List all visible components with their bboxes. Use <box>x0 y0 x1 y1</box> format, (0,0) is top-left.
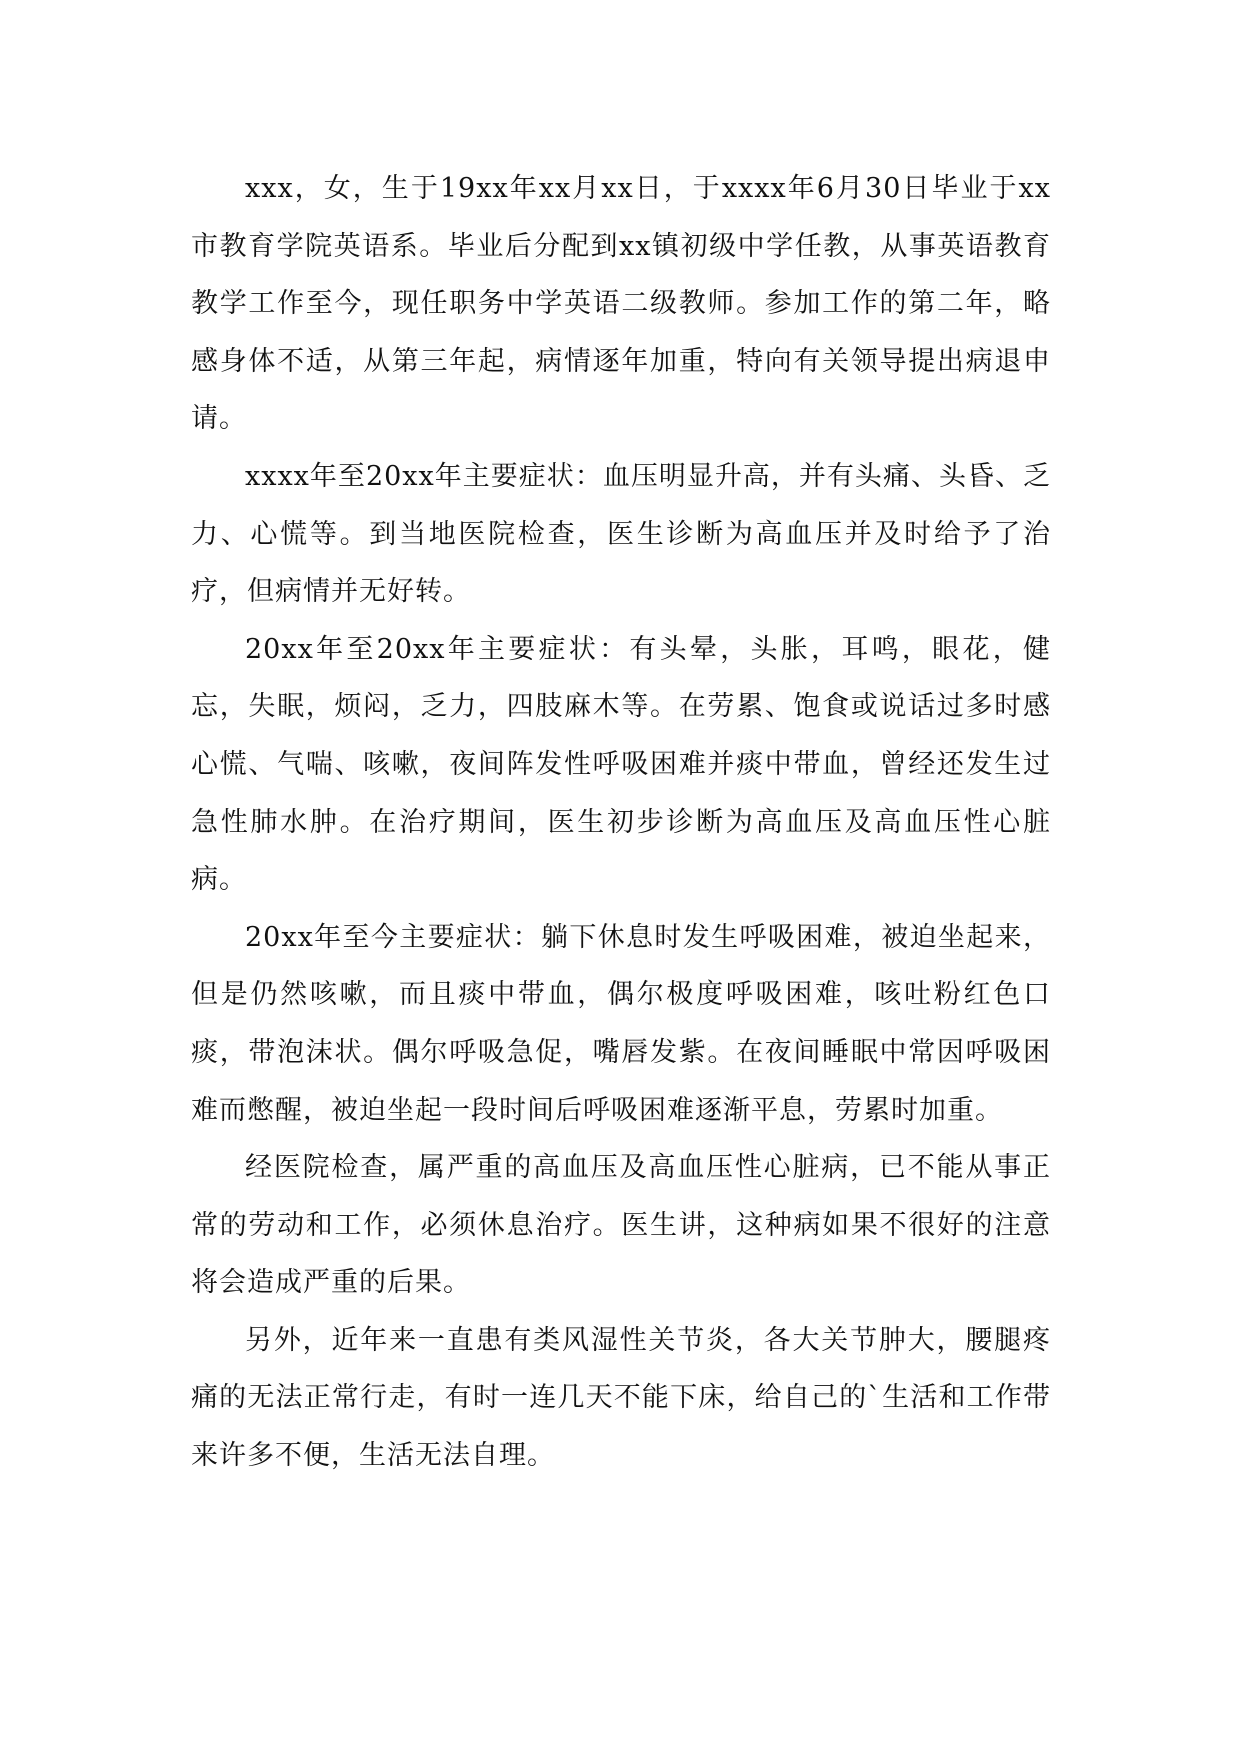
paragraph-arthritis: 另外，近年来一直患有类风湿性关节炎，各大关节肿大，腰腿疼痛的无法正常行走，有时一连几天不能下床，给自己的`生活和工作带来许多不便，生活无法自理。 <box>191 1324 1051 1472</box>
paragraph-middle-symptoms: 20xx年至20xx年主要症状：有头晕，头胀，耳鸣，眼花，健忘，失眠，烦闷，乏力，四肢麻木等。在劳累、饱食或说话过多时感心慌、气喘、咳嗽，夜间阵发性呼吸困难并痰中带血，曾经还发生过急性肺水肿。在治疗期间，医生初步诊断为高血压及高血压性心脏病。 <box>191 633 1051 896</box>
paragraph-personal-info: xxx，女，生于19xx年xx月xx日，于xxxx年6月30日毕业于xx市教育学院英语系。毕业后分配到xx镇初级中学任教，从事英语教育教学工作至今，现任职务中学英语二级教师。参加工作的第二年，略感身体不适，从第三年起，病情逐年加重，特向有关领导提出病退申请。 <box>191 173 1051 435</box>
document-body <box>191 160 1051 1485</box>
paragraph-hospital-diagnosis: 经医院检查，属严重的高血压及高血压性心脏病，已不能从事正常的劳动和工作，必须休息治疗。医生讲，这种病如果不很好的注意将会造成严重的后果。 <box>191 1152 1051 1299</box>
paragraph-current-symptoms: 20xx年至今主要症状：躺下休息时发生呼吸困难，被迫坐起来，但是仍然咳嗽，而且痰中带血，偶尔极度呼吸困难，咳吐粉红色口痰，带泡沫状。偶尔呼吸急促，嘴唇发紫。在夜间睡眠中常因呼吸困难而憋醒，被迫坐起一段时间后呼吸困难逐渐平息，劳累时加重。 <box>191 921 1051 1126</box>
paragraph-early-symptoms: xxxx年至20xx年主要症状：血压明显升高，并有头痛、头昏、乏力、心慌等。到当地医院检查，医生诊断为高血压并及时给予了治疗，但病情并无好转。 <box>191 460 1051 608</box>
